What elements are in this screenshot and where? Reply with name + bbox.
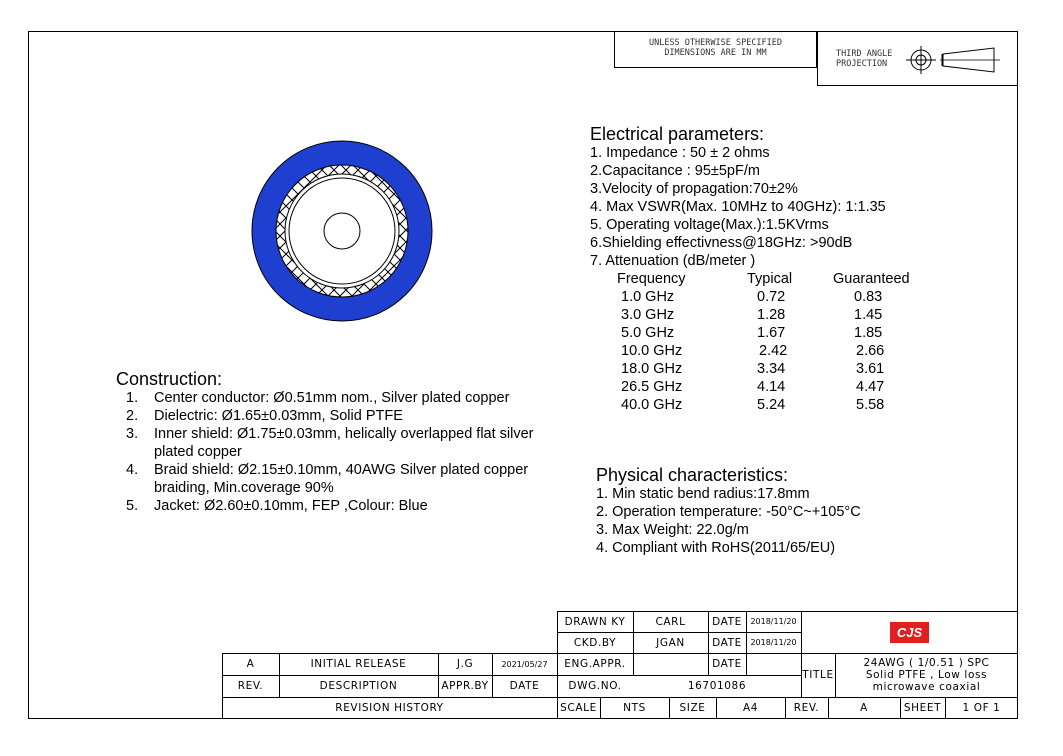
construction-item — [116, 425, 576, 461]
atten-typical: 4.14 — [757, 379, 786, 395]
dwg-no: 16701086 — [687, 680, 747, 692]
item-text-continued: plated copper — [154, 444, 242, 460]
atten-guaranteed: 1.85 — [854, 325, 883, 341]
atten-guaranteed: 5.58 — [856, 397, 885, 413]
electrical-title: Electrical parameters: — [590, 124, 765, 144]
company-logo: CJS — [890, 622, 929, 643]
drawn-label: DRAWN KY — [564, 615, 626, 628]
scale-label: SCALE — [560, 702, 597, 714]
dwg-no-label: DWG.NO. — [568, 680, 622, 692]
construction-title: Construction: — [116, 369, 223, 389]
rev-label: REV. — [793, 702, 820, 714]
unless-note-line1: UNLESS OTHERWISE SPECIFIED — [648, 38, 783, 48]
item-text: Center conductor: Ø0.51mm nom., Silver plated copper — [154, 390, 510, 406]
construction-item — [116, 389, 576, 407]
drawn-date: 2018/11/20 — [750, 617, 797, 626]
revision-history-label: REVISION HISTORY — [335, 702, 444, 714]
title-text — [835, 653, 1018, 697]
atten-guaranteed: 1.45 — [854, 307, 883, 323]
atten-typical: 5.24 — [757, 397, 786, 413]
electrical-item: 3.Velocity of propagation:70±2% — [590, 181, 798, 197]
item-text: Dielectric: Ø1.65±0.03mm, Solid PTFE — [154, 408, 403, 424]
atten-row — [590, 306, 950, 324]
physical-title: Physical characteristics: — [596, 465, 789, 485]
atten-frequency: 40.0 GHz — [621, 397, 683, 413]
atten-guaranteed: 4.47 — [856, 379, 885, 395]
atten-typical: 2.42 — [759, 343, 788, 359]
ckd-label: CKD.BY — [573, 636, 617, 649]
atten-frequency: 26.5 GHz — [621, 379, 683, 395]
atten-frequency: 1.0 GHz — [621, 289, 675, 305]
atten-row — [590, 342, 950, 360]
rev-row-description: INITIAL RELEASE — [310, 658, 407, 670]
projection-line2: PROJECTION — [836, 59, 888, 69]
atten-typical: 3.34 — [757, 361, 786, 377]
construction-item — [116, 407, 576, 425]
atten-frequency: 10.0 GHz — [621, 343, 683, 359]
rev-row-date: 2021/05/27 — [501, 659, 548, 669]
projection-box — [817, 31, 1018, 86]
atten-row — [590, 396, 950, 414]
electrical-item: 2.Capacitance : 95±5pF/m — [590, 163, 760, 179]
title-label: TITLE — [802, 669, 834, 681]
ckd-by: JGAN — [656, 636, 685, 649]
eng-date-label: DATE — [712, 658, 742, 670]
physical-item: 4. Compliant with RoHS(2011/65/EU) — [596, 540, 836, 556]
unless-specified-box — [614, 31, 817, 68]
ckd-date-label: DATE — [712, 636, 742, 649]
title-line2: Solid PTFE , Low loss — [865, 669, 988, 681]
physical-item: 3. Max Weight: 22.0g/m — [596, 522, 749, 538]
header-typical: Typical — [747, 271, 793, 287]
scale-value: NTS — [623, 702, 646, 714]
rev-row-rev: A — [246, 658, 255, 670]
rev-header: REV. — [237, 680, 264, 692]
description-header: DESCRIPTION — [319, 680, 398, 692]
electrical-item: 7. Attenuation (dB/meter ) — [590, 253, 756, 269]
ckd-date: 2018/11/20 — [750, 638, 797, 647]
electrical-item: 1. Impedance : 50 ± 2 ohms — [590, 145, 770, 161]
eng-appr-label: ENG.APPR. — [564, 658, 626, 670]
physical-section — [596, 465, 976, 557]
header-frequency: Frequency — [617, 271, 686, 287]
atten-typical: 1.28 — [757, 307, 786, 323]
electrical-item: 4. Max VSWR(Max. 10MHz to 40GHz): 1:1.35 — [590, 199, 886, 215]
item-text-continued: braiding, Min.coverage 90% — [154, 480, 334, 496]
atten-frequency: 18.0 GHz — [621, 361, 683, 377]
atten-frequency: 3.0 GHz — [621, 307, 675, 323]
item-number: 4. — [126, 462, 139, 478]
atten-typical: 0.72 — [757, 289, 786, 305]
physical-item: 1. Min static bend radius:17.8mm — [596, 486, 810, 502]
atten-guaranteed: 3.61 — [856, 361, 885, 377]
construction-section — [116, 369, 576, 515]
atten-header-row — [590, 270, 950, 288]
physical-item: 2. Operation temperature: -50°C~+105°C — [596, 504, 861, 520]
rev-value: A — [860, 702, 868, 714]
atten-frequency: 5.0 GHz — [621, 325, 675, 341]
rev-row-approver: J.G — [456, 658, 474, 670]
title-line1: 24AWG ( 1/0.51 ) SPC — [863, 657, 990, 669]
cable-cross-section — [244, 140, 440, 326]
drawn-by: CARL — [655, 615, 686, 628]
company-logo-cell — [801, 611, 1018, 653]
electrical-section — [590, 124, 970, 414]
size-label: SIZE — [679, 702, 706, 714]
electrical-item: 5. Operating voltage(Max.):1.5KVrms — [590, 217, 829, 233]
atten-typical: 1.67 — [757, 325, 786, 341]
construction-item — [116, 497, 576, 515]
item-text: Inner shield: Ø1.75±0.03mm, helically overlapped flat silver — [154, 426, 534, 442]
approver-header: APPR.BY — [441, 680, 489, 692]
third-angle-projection-symbol — [906, 43, 1006, 75]
construction-item — [116, 461, 576, 497]
header-guaranteed: Guaranteed — [833, 271, 910, 287]
center-conductor — [324, 213, 360, 249]
atten-row — [590, 288, 950, 306]
sheet-label: SHEET — [903, 702, 942, 714]
item-text: Jacket: Ø2.60±0.10mm, FEP ,Colour: Blue — [154, 498, 428, 514]
atten-guaranteed: 2.66 — [856, 343, 885, 359]
unless-note-line2: DIMENSIONS ARE IN MM — [664, 48, 767, 58]
item-number: 5. — [126, 498, 139, 514]
atten-guaranteed: 0.83 — [854, 289, 883, 305]
atten-row — [590, 324, 950, 342]
projection-line1: THIRD ANGLE — [836, 49, 893, 59]
item-text: Braid shield: Ø2.15±0.10mm, 40AWG Silver plated copper — [154, 462, 529, 478]
item-number: 1. — [126, 390, 139, 406]
atten-row — [590, 360, 950, 378]
attenuation-table — [590, 270, 970, 414]
item-number: 2. — [126, 408, 139, 424]
title-line3: microwave coaxial — [872, 681, 981, 693]
size-value: A4 — [742, 702, 759, 714]
item-number: 3. — [126, 426, 139, 442]
date-header: DATE — [509, 680, 540, 692]
atten-row — [590, 378, 950, 396]
sheet-value: 1 OF 1 — [962, 702, 1001, 714]
drawn-date-label: DATE — [712, 615, 742, 628]
electrical-item: 6.Shielding effectivness@18GHz: >90dB — [590, 235, 853, 251]
